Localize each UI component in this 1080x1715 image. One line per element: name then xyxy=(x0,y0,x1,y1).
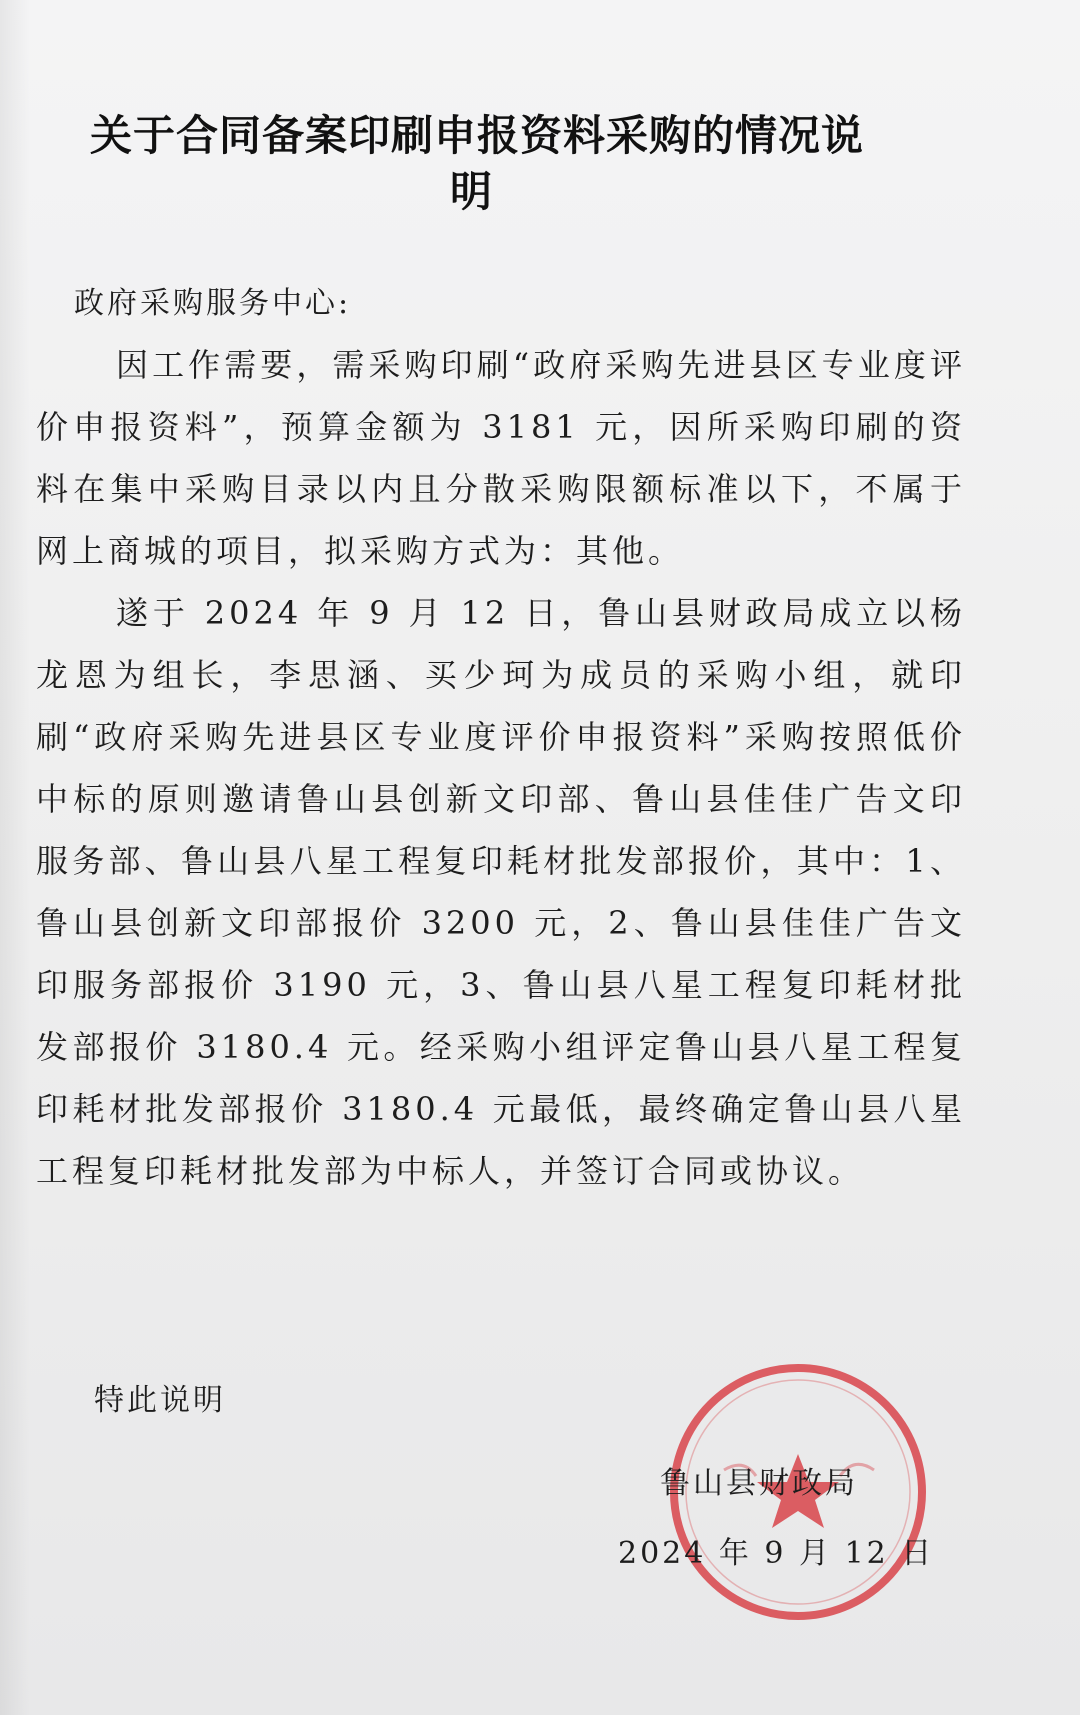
document-body xyxy=(36,334,966,1202)
paragraph-1: 因工作需要，需采购印刷“政府采购先进县区专业度评价申报资料”，预算金额为 3181 元，因所采购印刷的资料在集中采购目录以内且分散采购限额标准以下，不属于网上商城的项目，拟采购方式为：其他。 xyxy=(36,346,966,570)
signer: 鲁山县财政局 xyxy=(660,1466,858,1501)
salutation: 政府采购服务中心: xyxy=(74,286,352,321)
page-shadow xyxy=(0,0,30,1715)
sign-date: 2024 年 9 月 12 日 xyxy=(618,1536,935,1571)
title-line-2: 明 xyxy=(450,167,494,216)
closing-remark: 特此说明 xyxy=(94,1383,226,1418)
document-title xyxy=(90,108,960,220)
paragraph-2: 遂于 2024 年 9 月 12 日，鲁山县财政局成立以杨龙恩为组长，李思涵、买少珂为成员的采购小组，就印刷“政府采购先进县区专业度评价申报资料”采购按照低价中标的原则邀请鲁山县创新文印部、鲁山县佳佳广告文印服务部、鲁山县八星工程复印耗材批发部报价，其中：1、鲁山县创新文印部报价 3200 元，2、鲁山县佳佳广告文印服务部报价 3190 元，3、鲁山县八星工程复印耗材批发部报价 3180.4 元。经采购小组评定鲁山县八星工程复印耗材批发部报价 3180.4 元最低，最终确定鲁山县八星工程复印耗材批发部为中标人，并签订合同或协议。 xyxy=(36,594,966,1190)
title-line-1: 关于合同备案印刷申报资料采购的情况说 xyxy=(90,111,865,160)
